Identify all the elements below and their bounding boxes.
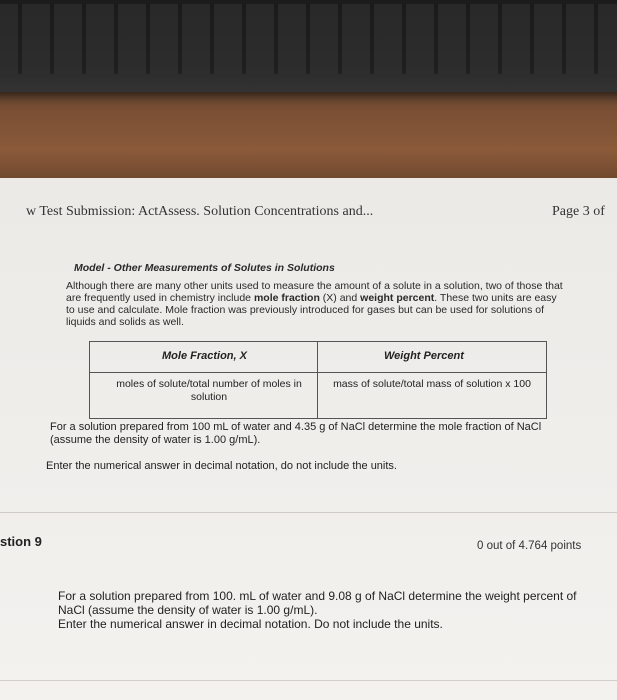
table-cell-weight-percent: mass of solute/total mass of solution x 100 [333,378,531,390]
question-9-text [58,589,578,631]
keyboard-keys [0,4,617,74]
question-9-body: For a solution prepared from 100. mL of water and 9.08 g of NaCl determine the weight percent of NaCl (assume the density of water is 1.00 g/mL). [58,589,577,617]
question-9-instruction: Enter the numerical answer in decimal notation. Do not include the units. [58,617,443,631]
model-paragraph-part-a: Although there are many other units used to measure the amount of a solute in a solution, two of those that are frequently used in chemistry include [66,280,563,304]
desk-shadow [0,150,617,180]
bottom-divider [0,680,617,681]
model-title: Model - Other Measurements of Solutes in Solutions [74,262,335,274]
question-8-text: For a solution prepared from 100 mL of water and 4.35 g of NaCl determine the mole fraction of NaCl (assume the density of water is 1.00 g/mL). [50,421,542,446]
table-cell-mole-fraction: moles of solute/total number of moles in solution [116,378,302,403]
question-8-instruction: Enter the numerical answer in decimal notation, do not include the units. [46,460,397,472]
question-divider [0,512,617,513]
units-table [89,341,547,419]
question-9-label: stion 9 [0,534,42,549]
model-paragraph-part-b: (X) and [319,292,361,304]
weight-percent-term: weight percent [360,292,435,304]
keyboard [0,0,617,92]
model-paragraph [66,280,566,328]
header-title: w Test Submission: ActAssess. Solution Concentrations and... [26,204,374,219]
question-9-points: 0 out of 4.764 points [477,540,582,552]
table-header-weight-percent: Weight Percent [384,350,464,362]
model-paragraph-part-c: . These two units are easy to use and calculate. Mole fraction was previously introduced for gases but can be used for solutions of liquids and solids as well. [66,292,557,328]
mole-fraction-term: mole fraction [253,292,320,304]
table-divider-horizontal [90,372,546,373]
table-header-mole-fraction: Mole Fraction, X [162,350,247,362]
header-page-number: Page 3 of [552,204,605,219]
